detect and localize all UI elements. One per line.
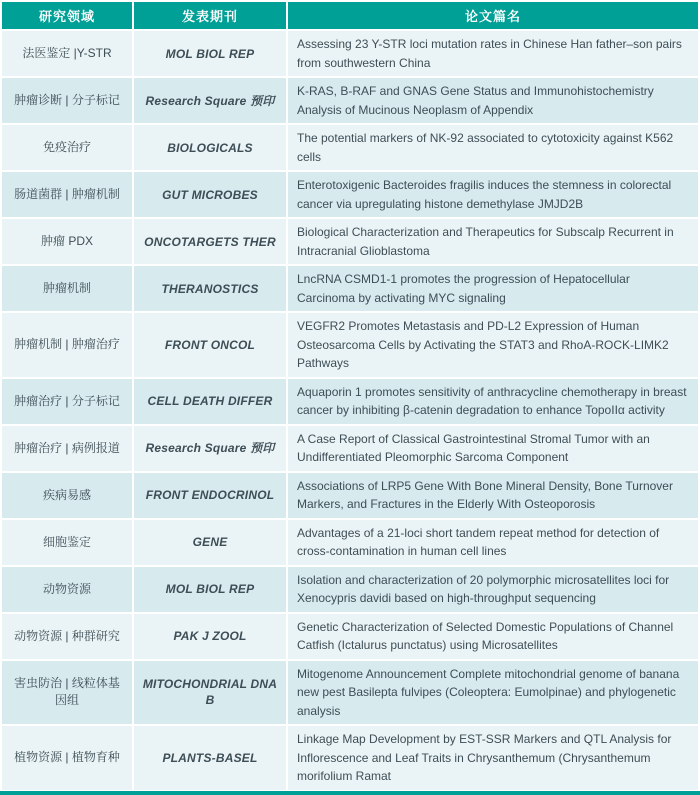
column-header-paper-title: 论文篇名 bbox=[288, 2, 698, 29]
table-row bbox=[2, 473, 698, 518]
research-field-cell: 肿瘤治疗 | 分子标记 bbox=[2, 379, 132, 424]
journal-cell: ONCOTARGETS THER bbox=[134, 219, 286, 264]
paper-title-cell: Linkage Map Development by EST-SSR Markers and QTL Analysis for Inflorescence and Leaf Traits in Chrysanthemum (Chrysanthemum morifolium Ramat bbox=[288, 726, 698, 790]
research-field-cell: 疾病易感 bbox=[2, 473, 132, 518]
journal-cell: BIOLOGICALS bbox=[134, 125, 286, 170]
journal-cell: Research Square 预印 bbox=[134, 426, 286, 471]
paper-title-cell: LncRNA CSMD1-1 promotes the progression of Hepatocellular Carcinoma by activating MYC signaling bbox=[288, 266, 698, 311]
table-row bbox=[2, 219, 698, 264]
journal-cell: GUT MICROBES bbox=[134, 172, 286, 217]
column-header-research-field: 研究领域 bbox=[2, 2, 132, 29]
journal-cell: FRONT ONCOL bbox=[134, 313, 286, 377]
paper-title-cell: Biological Characterization and Therapeutics for Subscalp Recurrent in Intracranial Glioblastoma bbox=[288, 219, 698, 264]
research-field-cell: 法医鉴定 |Y-STR bbox=[2, 31, 132, 76]
column-header-journal: 发表期刊 bbox=[134, 2, 286, 29]
header-row bbox=[2, 2, 698, 29]
research-field-cell: 肿瘤机制 | 肿瘤治疗 bbox=[2, 313, 132, 377]
journal-cell: MOL BIOL REP bbox=[134, 31, 286, 76]
table-row bbox=[2, 172, 698, 217]
research-field-cell: 动物资源 | 种群研究 bbox=[2, 614, 132, 659]
research-field-cell: 动物资源 bbox=[2, 567, 132, 612]
paper-title-cell: Mitogenome Announcement Complete mitochondrial genome of banana new pest Basilepta fulvipes (Coleoptera: Eumolpinae) and phylogenetic analysis bbox=[288, 661, 698, 725]
paper-title-cell: Aquaporin 1 promotes sensitivity of anthracycline chemotherapy in breast cancer by inhibiting β-catenin degradation to enhance TopoIIα activity bbox=[288, 379, 698, 424]
table-row bbox=[2, 266, 698, 311]
paper-title-cell: Assessing 23 Y-STR loci mutation rates in Chinese Han father–son pairs from southwestern China bbox=[288, 31, 698, 76]
journal-cell: PLANTS-BASEL bbox=[134, 726, 286, 790]
research-field-cell: 细胞鉴定 bbox=[2, 520, 132, 565]
paper-title-cell: The potential markers of NK-92 associated to cytotoxicity against K562 cells bbox=[288, 125, 698, 170]
table-row bbox=[2, 661, 698, 725]
journal-cell: MITOCHONDRIAL DNA B bbox=[134, 661, 286, 725]
journal-cell: MOL BIOL REP bbox=[134, 567, 286, 612]
table-row bbox=[2, 614, 698, 659]
journal-cell: GENE bbox=[134, 520, 286, 565]
journal-cell: PAK J ZOOL bbox=[134, 614, 286, 659]
paper-title-cell: Associations of LRP5 Gene With Bone Mineral Density, Bone Turnover Markers, and Fractures in the Elderly With Osteoporosis bbox=[288, 473, 698, 518]
table-row bbox=[2, 567, 698, 612]
table-header bbox=[2, 2, 698, 29]
paper-title-cell: Advantages of a 21-loci short tandem repeat method for detection of cross-contamination in human cell lines bbox=[288, 520, 698, 565]
journal-cell: Research Square 预印 bbox=[134, 78, 286, 123]
research-field-cell: 肿瘤治疗 | 病例报道 bbox=[2, 426, 132, 471]
paper-title-cell: Genetic Characterization of Selected Domestic Populations of Channel Catfish (Ictalurus punctatus) using Microsatellites bbox=[288, 614, 698, 659]
table-row bbox=[2, 125, 698, 170]
table-row bbox=[2, 379, 698, 424]
journal-cell: CELL DEATH DIFFER bbox=[134, 379, 286, 424]
research-field-cell: 植物资源 | 植物育种 bbox=[2, 726, 132, 790]
paper-title-cell: K-RAS, B-RAF and GNAS Gene Status and Immunohistochemistry Analysis of Mucinous Neoplasm of Appendix bbox=[288, 78, 698, 123]
research-field-cell: 肿瘤诊断 | 分子标记 bbox=[2, 78, 132, 123]
table-row bbox=[2, 520, 698, 565]
table-row bbox=[2, 726, 698, 790]
table-row bbox=[2, 313, 698, 377]
research-field-cell: 肿瘤机制 bbox=[2, 266, 132, 311]
table-body bbox=[2, 31, 698, 790]
paper-title-cell: Isolation and characterization of 20 polymorphic microsatellites loci for Xenocypris davidi based on high-throughput sequencing bbox=[288, 567, 698, 612]
research-field-cell: 害虫防治 | 线粒体基因组 bbox=[2, 661, 132, 725]
journal-cell: THERANOSTICS bbox=[134, 266, 286, 311]
table-row bbox=[2, 78, 698, 123]
table-bottom-border bbox=[0, 791, 700, 795]
research-field-cell: 肿瘤 PDX bbox=[2, 219, 132, 264]
journal-cell: FRONT ENDOCRINOL bbox=[134, 473, 286, 518]
table-row bbox=[2, 426, 698, 471]
research-field-cell: 免疫治疗 bbox=[2, 125, 132, 170]
table-row bbox=[2, 31, 698, 76]
paper-title-cell: A Case Report of Classical Gastrointestinal Stromal Tumor with an Undifferentiated Pleomorphic Sarcoma Component bbox=[288, 426, 698, 471]
paper-title-cell: VEGFR2 Promotes Metastasis and PD-L2 Expression of Human Osteosarcoma Cells by Activating the STAT3 and RhoA-ROCK-LIMK2 Pathways bbox=[288, 313, 698, 377]
research-field-cell: 肠道菌群 | 肿瘤机制 bbox=[2, 172, 132, 217]
paper-title-cell: Enterotoxigenic Bacteroides fragilis induces the stemness in colorectal cancer via upregulating histone demethylase JMJD2B bbox=[288, 172, 698, 217]
